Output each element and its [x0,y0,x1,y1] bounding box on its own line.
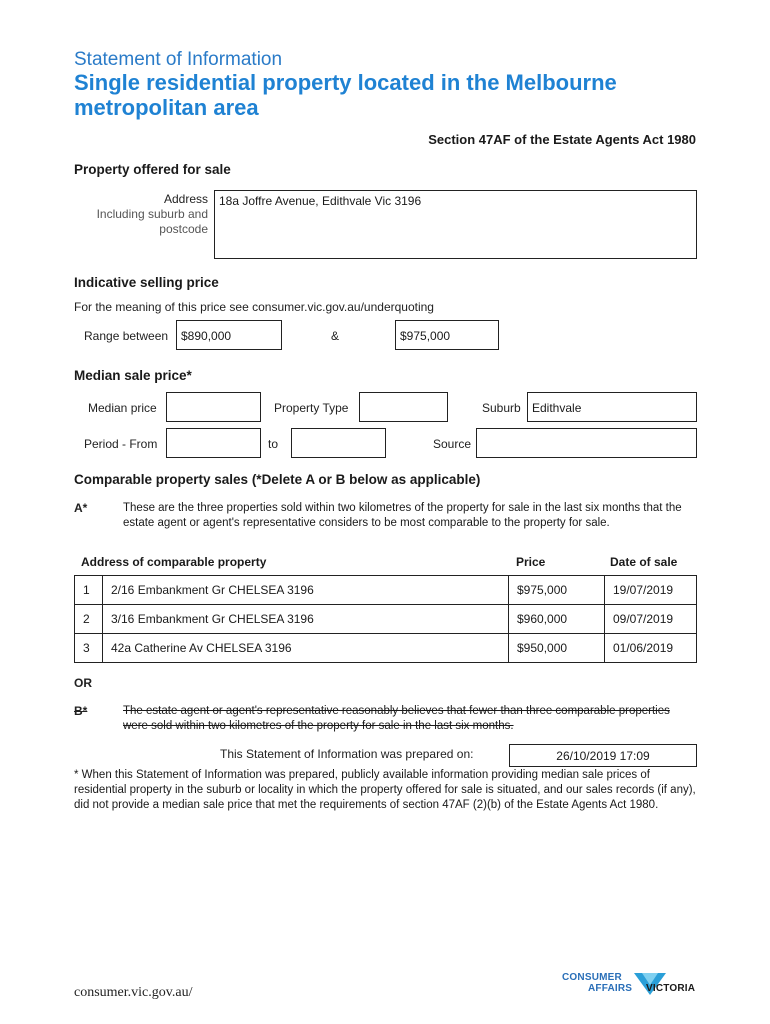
median-price-field[interactable] [166,392,261,422]
comparable-heading: Comparable property sales (*Delete A or B below as applicable) [74,472,481,487]
property-type-field[interactable] [359,392,448,422]
footer-url[interactable]: consumer.vic.gov.au/ [74,985,193,1000]
option-a-text: These are the three properties sold within two kilometres of the property for sale in the last six months that the estate agent or agent's representative considers to be most comparable to the property for sale. [123,502,682,529]
indicative-heading: Indicative selling price [74,275,219,290]
logo-line-3: VICTORIA [646,983,696,994]
document-subtitle: Statement of Information [74,49,283,70]
logo-line-2: AFFAIRS [588,983,633,994]
range-ampersand: & [331,329,340,343]
range-low-field[interactable]: $890,000 [176,320,282,350]
col-date-header: Date of sale [610,555,678,569]
act-reference: Section 47AF of the Estate Agents Act 1980 [428,132,696,147]
prepared-date-field[interactable]: 26/10/2019 17:09 [509,744,697,767]
row-price[interactable]: $950,000 [509,634,605,663]
footnote: * When this Statement of Information was prepared, publicly available information providing median sale prices of residential property in the suburb or locality in which the property offered for sale is situated, and our sales records (if any), did not provide a median sale price that met the requirements of section 47AF (2)(b) of the Estate Agents Act 1980. [74,769,696,811]
row-price[interactable]: $975,000 [509,576,605,605]
document-title: Single residential property located in the Melbourne metropolitan area [74,70,617,120]
median-heading: Median sale price* [74,368,192,383]
option-a-label: A* [74,501,88,515]
option-b-text: The estate agent or agent's representative reasonably believes that fewer than three comparable properties were sold within two kilometres of the property for sale in the last six months. [123,705,670,732]
median-price-label: Median price [88,401,157,415]
period-from-field[interactable] [166,428,261,458]
col-price-header: Price [516,555,546,569]
row-date[interactable]: 19/07/2019 [605,576,697,605]
or-label: OR [74,676,92,690]
property-type-label: Property Type [274,401,349,415]
address-field[interactable]: 18a Joffre Avenue, Edithvale Vic 3196 [214,190,697,259]
row-price[interactable]: $960,000 [509,605,605,634]
table-row [75,605,697,634]
suburb-field[interactable]: Edithvale [527,392,697,422]
period-to-field[interactable] [291,428,386,458]
comparable-table [74,575,697,663]
row-date[interactable]: 09/07/2019 [605,605,697,634]
address-hint-1: Including suburb and [96,207,208,221]
source-label: Source [433,437,472,451]
address-hint-2: postcode [159,222,208,236]
prepared-label: This Statement of Information was prepared on: [220,747,474,761]
range-label: Range between [84,329,169,343]
indicative-note: For the meaning of this price see consumer.vic.gov.au/underquoting [74,300,434,314]
table-row [75,576,697,605]
col-address-header: Address of comparable property [81,555,267,569]
property-heading: Property offered for sale [74,162,231,177]
consumer-affairs-logo [562,970,698,998]
source-field[interactable] [476,428,697,458]
option-b-label: B* [74,704,88,718]
period-from-label: Period - From [84,437,158,451]
row-address[interactable]: 2/16 Embankment Gr CHELSEA 3196 [103,576,509,605]
row-address[interactable]: 42a Catherine Av CHELSEA 3196 [103,634,509,663]
row-number: 2 [75,605,103,634]
address-label: Address [163,192,208,206]
row-number: 1 [75,576,103,605]
row-date[interactable]: 01/06/2019 [605,634,697,663]
row-address[interactable]: 3/16 Embankment Gr CHELSEA 3196 [103,605,509,634]
logo-line-1: CONSUMER [562,972,622,983]
range-high-field[interactable]: $975,000 [395,320,499,350]
row-number: 3 [75,634,103,663]
period-to-label: to [268,437,279,451]
suburb-label: Suburb [482,401,521,415]
table-row [75,634,697,663]
